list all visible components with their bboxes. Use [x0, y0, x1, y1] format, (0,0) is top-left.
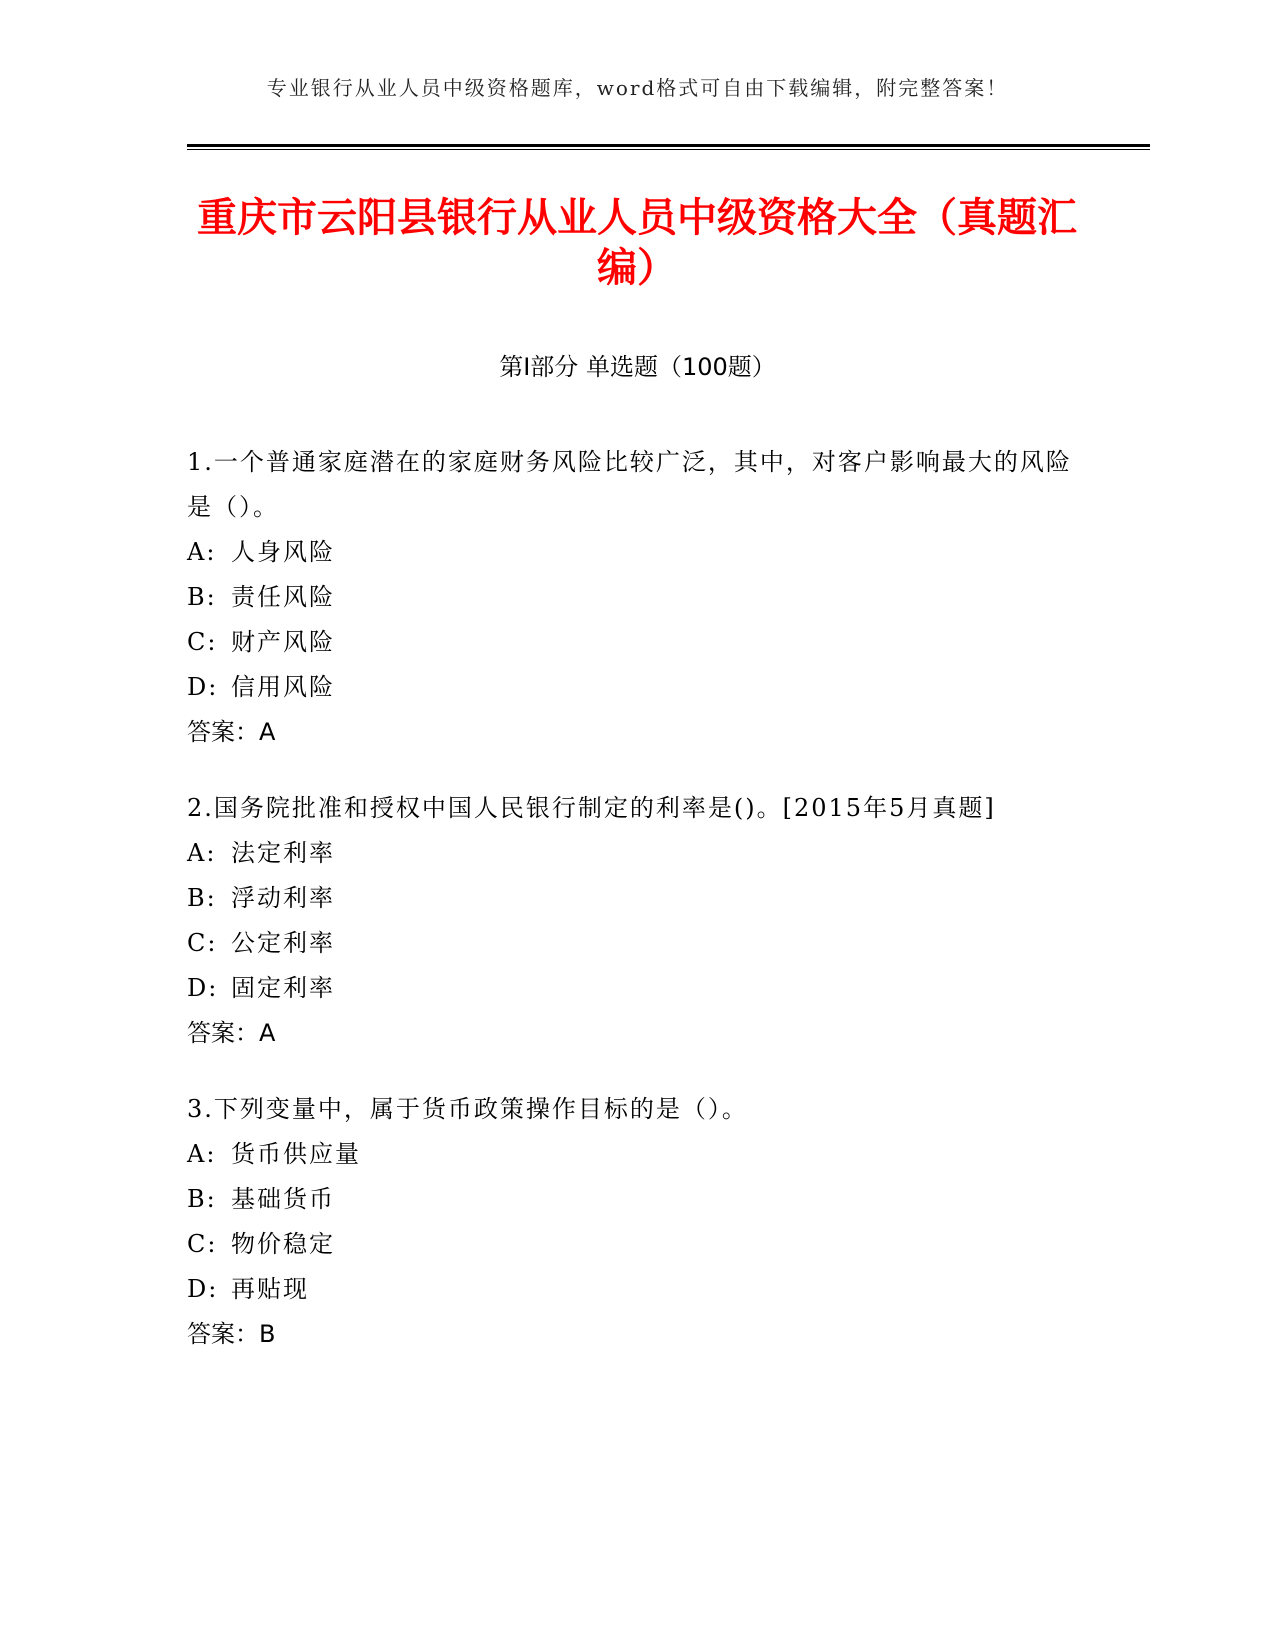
option-text: 物价稳定 [231, 1230, 335, 1258]
question-stem: 2.国务院批准和授权中国人民银行制定的利率是()。[2015年5月真题] [187, 794, 996, 822]
option-d [187, 966, 1087, 1011]
option-key: D: [187, 974, 219, 1002]
option-b [187, 876, 1087, 921]
option-c [187, 921, 1087, 966]
option-text: 法定利率 [231, 839, 335, 867]
answer-line: 答案：A [187, 718, 276, 746]
option-text: 财产风险 [231, 628, 335, 656]
option-text: 固定利率 [231, 974, 335, 1002]
option-key: B: [187, 884, 217, 912]
option-text: 货币供应量 [231, 1140, 361, 1168]
option-a [187, 831, 1087, 876]
question-list [187, 440, 1087, 1388]
option-key: B: [187, 1185, 217, 1213]
question-stem: 3.下列变量中，属于货币政策操作目标的是（）。 [187, 1095, 748, 1123]
option-key: C: [187, 929, 218, 957]
option-text: 人身风险 [231, 538, 335, 566]
question-2 [187, 786, 1087, 1056]
option-key: A: [187, 839, 217, 867]
question-1 [187, 440, 1087, 755]
option-a [187, 1132, 1087, 1177]
option-key: C: [187, 1230, 218, 1258]
document-title: 重庆市云阳县银行从业人员中级资格大全（真题汇编） [197, 195, 1077, 291]
option-text: 信用风险 [231, 673, 335, 701]
option-c [187, 1222, 1087, 1267]
option-b [187, 575, 1087, 620]
header-note: 专业银行从业人员中级资格题库，word格式可自由下载编辑，附完整答案！ [266, 76, 1009, 100]
option-text: 责任风险 [231, 583, 335, 611]
option-text: 再贴现 [231, 1275, 309, 1303]
option-key: D: [187, 673, 219, 701]
header-divider [187, 144, 1150, 150]
option-text: 基础货币 [231, 1185, 335, 1213]
answer-line: 答案：A [187, 1019, 276, 1047]
option-key: A: [187, 538, 217, 566]
section-title: 第I部分 单选题（100题） [499, 353, 776, 381]
option-c [187, 620, 1087, 665]
question-3 [187, 1087, 1087, 1357]
option-a [187, 530, 1087, 575]
option-key: B: [187, 583, 217, 611]
option-key: C: [187, 628, 218, 656]
option-key: A: [187, 1140, 217, 1168]
option-text: 公定利率 [231, 929, 335, 957]
option-key: D: [187, 1275, 219, 1303]
option-d [187, 665, 1087, 710]
question-stem: 1.一个普通家庭潜在的家庭财务风险比较广泛，其中，对客户影响最大的风险是（）。 [187, 448, 1072, 521]
option-text: 浮动利率 [231, 884, 335, 912]
answer-line: 答案：B [187, 1320, 276, 1348]
option-d [187, 1267, 1087, 1312]
option-b [187, 1177, 1087, 1222]
